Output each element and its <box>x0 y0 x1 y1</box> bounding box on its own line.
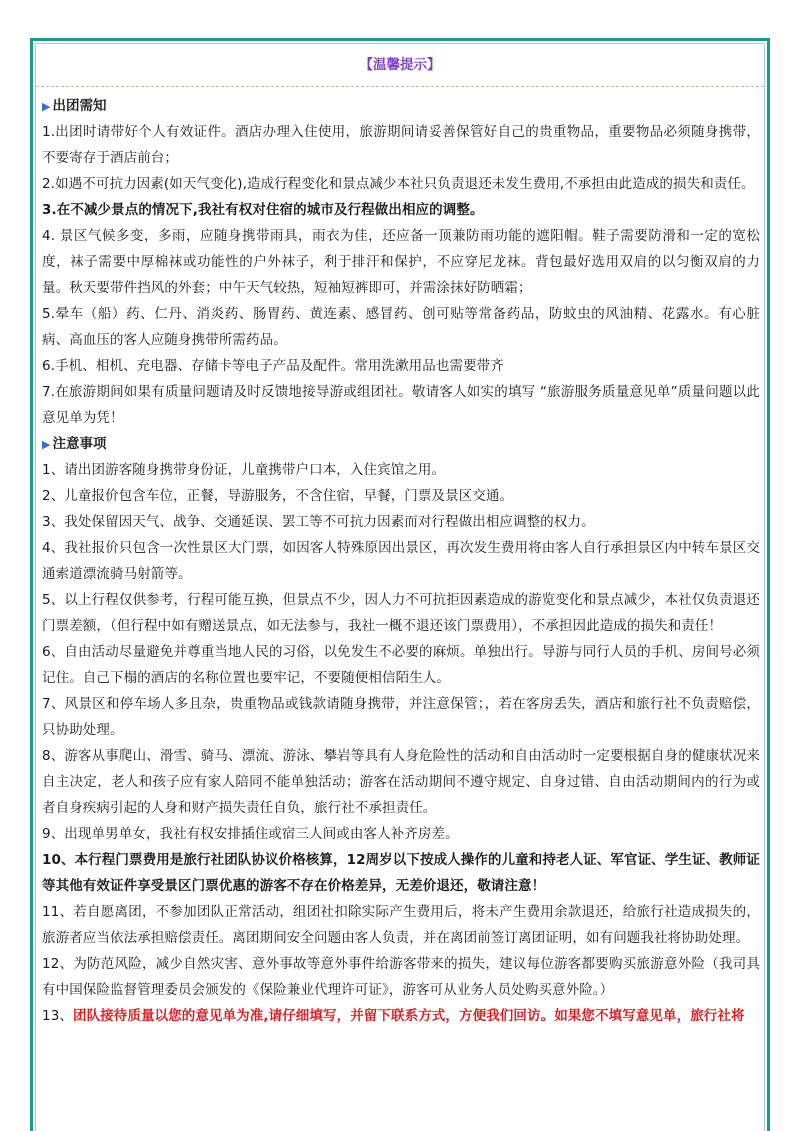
note-item-6: 6、自由活动尽量避免并尊重当地人民的习俗，以免发生不必要的麻烦。单独出行。导游与同行人员的手机、房间号必须记住。自己下榻的酒店的名称位置也要牢记，不要随便相信陌生人。 <box>42 644 760 686</box>
note-item-9: 9、出现单男单女，我社有权安排插住或宿三人间或由客人补齐房差。 <box>42 826 459 842</box>
page-title: 【温馨提示】 <box>36 44 764 87</box>
note-item-4: 4、我社报价只包含一次性景区大门票，如因客人特殊原因出景区，再次发生费用将由客人自行承担景区内中转车景区交通索道漂流骑马射箭等。 <box>42 540 760 582</box>
note-item-7: 7、风景区和停车场人多且杂，贵重物品或钱款请随身携带，并注意保管；，若在客房丢失，酒店和旅行社不负责赔偿，只协助处理。 <box>42 696 760 738</box>
note-item-3: 3、我处保留因天气、战争、交通延误、罢工等不可抗力因素而对行程做出相应调整的权力。 <box>42 514 595 530</box>
note-item-5: 5、以上行程仅供参考，行程可能互换，但景点不少，因人力不可抗拒因素造成的游览变化和景点减少，本社仅负责退还门票差额，（但行程中如有赠送景点，如无法参与，我社一概不退还该门票费用），不承担因此造成的损失和责任！ <box>42 592 760 634</box>
note-item-11: 11、若自愿离团，不参加团队正常活动，组团社扣除实际产生费用后，将未产生费用余款退还，给旅行社造成损失的，旅游者应当依法承担赔偿责任。离团期间安全问题由客人负责，并在离团前签订离团证明，如有问题我社将协助处理。 <box>42 904 760 946</box>
departure-item-5: 5.晕车（船）药、仁丹、消炎药、肠胃药、黄连素、感冒药、创可贴等常备药品，防蚊虫的风油精、花露水。有心脏病、高血压的客人应随身携带所需药品。 <box>42 306 760 348</box>
document-body <box>36 87 764 1029</box>
departure-item-4: 4. 景区气候多变，多雨，应随身携带雨具，雨衣为佳，还应备一顶兼防雨功能的遮阳帽。鞋子需要防滑和一定的宽松度，袜子需要中厚棉袜或功能性的户外袜子，利于排汗和保护，不应穿尼龙袜。背包最好选用双肩的以匀衡双肩的力量。秋天要带件挡风的外套；中午天气较热，短袖短裤即可，并需涂抹好防晒霜； <box>42 228 760 296</box>
document-frame <box>30 38 770 1131</box>
departure-item-1: 1.出团时请带好个人有效证件。酒店办理入住使用，旅游期间请妥善保管好自己的贵重物品，重要物品必须随身携带，不要寄存于酒店前台； <box>42 124 760 166</box>
section-heading-text: 注意事项 <box>52 436 107 452</box>
note-item-10: 10、本行程门票费用是旅行社团队协议价格核算，12周岁以下按成人操作的儿童和持老人证、军官证、学生证、教师证等其他有效证件享受景区门票优惠的游客不存在价格差异，无差价退还，敬请注意！ <box>42 852 760 894</box>
note-item-13 <box>42 1003 760 1029</box>
document-inner-border <box>35 43 765 1131</box>
triangle-bullet-icon: ▶ <box>42 100 51 113</box>
departure-item-3: 3.在不减少景点的情况下,我社有权对住宿的城市及行程做出相应的调整。 <box>42 202 484 218</box>
note-item-13-red-text: 团队接待质量以您的意见单为准,请仔细填写，并留下联系方式，方便我们回访。如果您不填写意见单，旅行社将 <box>72 1008 745 1024</box>
departure-item-6: 6.手机、相机、充电器、存储卡等电子产品及配件。常用洗漱用品也需要带齐 <box>42 358 504 374</box>
note-item-12: 12、为防范风险，减少自然灾害、意外事故等意外事件给游客带来的损失，建议每位游客都要购买旅游意外险（我司具有中国保险监督管理委员会颁发的《保险兼业代理许可证》，游客可从业务人员处购买意外险。） <box>42 956 760 998</box>
section-heading-departure <box>42 93 760 119</box>
departure-item-2: 2.如遇不可抗力因素(如天气变化),造成行程变化和景点减少本社只负责退还未发生费用,不承担由此造成的损失和责任。 <box>42 176 755 192</box>
note-item-13-prefix: 13、 <box>42 1008 73 1024</box>
note-item-1: 1、请出团游客随身携带身份证，儿童携带户口本，入住宾馆之用。 <box>42 462 446 478</box>
departure-item-7: 7.在旅游期间如果有质量问题请及时反馈地接导游或组团社。敬请客人如实的填写 “旅游服务质量意见单”质量问题以此意见单为凭！ <box>42 384 760 426</box>
note-item-8: 8、游客从事爬山、滑雪、骑马、漂流、游泳、攀岩等具有人身危险性的活动和自由活动时一定要根据自身的健康状况来自主决定，老人和孩子应有家人陪同不能单独活动；游客在活动期间不遵守规定、自身过错、自由活动期间内的行为或者自身疾病引起的人身和财产损失责任自负，旅行社不承担责任。 <box>42 748 760 816</box>
triangle-bullet-icon: ▶ <box>42 438 51 451</box>
section-heading-text: 出团需知 <box>52 98 107 114</box>
section-heading-notes <box>42 431 760 457</box>
note-item-2: 2、儿童报价包含车位，正餐，导游服务，不含住宿，早餐，门票及景区交通。 <box>42 488 514 504</box>
